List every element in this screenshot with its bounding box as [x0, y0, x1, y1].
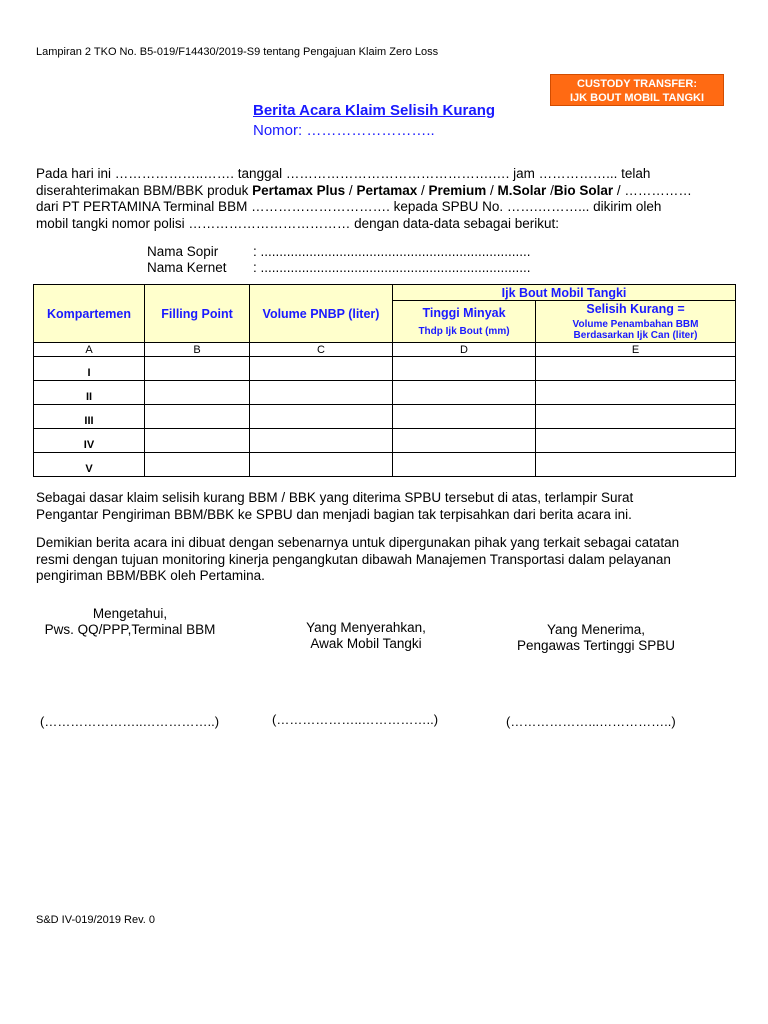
- signature-block-spbu: [496, 622, 696, 654]
- cell-filling-point[interactable]: [145, 405, 250, 429]
- column-letter: E: [536, 343, 736, 357]
- assistant-label: Nama Kernet: [147, 260, 227, 275]
- driver-value: : ........................................................................: [253, 244, 531, 259]
- product-bio-solar: Bio Solar: [553, 182, 614, 198]
- driver-row: [147, 244, 531, 259]
- signature-title: Pws. QQ/PPP,Terminal BBM: [44, 622, 216, 637]
- signature-title: Awak Mobil Tangki: [310, 636, 422, 651]
- basis-paragraph: [36, 490, 633, 523]
- signature-block-terminal: [30, 606, 230, 638]
- product-premium: Premium: [428, 182, 487, 198]
- cell-selisih[interactable]: [536, 429, 736, 453]
- column-letter: A: [34, 343, 145, 357]
- header-selisih-title: Selisih Kurang =: [586, 302, 685, 316]
- cell-filling-point[interactable]: [145, 357, 250, 381]
- signature-role: Yang Menerima,: [546, 622, 646, 637]
- cell-tinggi[interactable]: [393, 453, 536, 477]
- header-tinggi-title: Tinggi Minyak: [422, 306, 506, 320]
- basis-line-2: Pengantar Pengiriman BBM/BBK ke SPBU dan menjadi bagian tak terpisahkan dari berita acara ini.: [36, 506, 632, 522]
- table-row: [34, 429, 736, 453]
- table-row: [34, 453, 736, 477]
- compartment-number: V: [34, 453, 145, 477]
- cell-filling-point[interactable]: [145, 381, 250, 405]
- signature-role: Mengetahui,: [92, 606, 168, 621]
- document-reference: Lampiran 2 TKO No. B5-019/F14430/2019-S9 tentang Pengajuan Klaim Zero Loss: [36, 46, 439, 58]
- closing-line-2: resmi dengan tujuan monitoring kinerja pengangkutan dibawah Manajemen Transportasi dalam pelayanan: [36, 551, 671, 567]
- table-row: [34, 357, 736, 381]
- cell-volume[interactable]: [250, 405, 393, 429]
- document-number: Nomor: ……………………..: [253, 122, 435, 139]
- cell-volume[interactable]: [250, 453, 393, 477]
- cell-filling-point[interactable]: [145, 429, 250, 453]
- cell-volume[interactable]: [250, 381, 393, 405]
- header-kompartemen: Kompartemen: [34, 285, 145, 343]
- closing-line-3: pengiriman BBM/BBK oleh Pertamina.: [36, 568, 265, 583]
- column-letter: B: [145, 343, 250, 357]
- document-title: Berita Acara Klaim Selisih Kurang: [253, 102, 496, 119]
- compartment-number: I: [34, 357, 145, 381]
- table-row: [34, 405, 736, 429]
- signature-title: Pengawas Tertinggi SPBU: [516, 638, 676, 653]
- cell-tinggi[interactable]: [393, 405, 536, 429]
- intro-line-4: mobil tangki nomor polisi ……………………………… dengan data-data sebagai berikut:: [36, 215, 559, 231]
- form-code: S&D IV-019/2019 Rev. 0: [36, 914, 156, 926]
- cell-tinggi[interactable]: [393, 381, 536, 405]
- signature-line-spbu[interactable]: (………………...……………..): [506, 714, 676, 729]
- column-letter: D: [393, 343, 536, 357]
- sep: /: [417, 182, 429, 198]
- cell-volume[interactable]: [250, 357, 393, 381]
- header-filling-point: Filling Point: [145, 285, 250, 343]
- cell-selisih[interactable]: [536, 453, 736, 477]
- cell-volume[interactable]: [250, 429, 393, 453]
- compartment-number: III: [34, 405, 145, 429]
- intro-line-3: dari PT PERTAMINA Terminal BBM …………………………. kepada SPBU No. …….………... dikirim oleh: [36, 199, 662, 214]
- product-pertamax: Pertamax: [356, 182, 418, 198]
- custody-transfer-badge: [550, 74, 724, 106]
- product-msolar: M.Solar: [497, 182, 547, 198]
- intro-paragraph: [36, 166, 692, 232]
- sep: /: [546, 182, 554, 198]
- sep: /: [486, 182, 498, 198]
- compartment-number: IV: [34, 429, 145, 453]
- cell-selisih[interactable]: [536, 405, 736, 429]
- cell-tinggi[interactable]: [393, 357, 536, 381]
- header-tinggi-minyak: [393, 301, 536, 343]
- cell-selisih[interactable]: [536, 357, 736, 381]
- closing-line-1: Demikian berita acara ini dibuat dengan sebenarnya untuk dipergunakan pihak yang terkait sebagai catatan: [36, 535, 680, 550]
- product-pertamax-plus: Pertamax Plus: [252, 182, 346, 198]
- table-row: [34, 381, 736, 405]
- badge-line-1: CUSTODY TRANSFER:: [577, 78, 697, 90]
- sep: /: [345, 182, 357, 198]
- basis-line-1: Sebagai dasar klaim selisih kurang BBM / BBK yang diterima SPBU tersebut di atas, terlampir Surat: [36, 490, 634, 505]
- header-volume-pnbp: Volume PNBP (liter): [250, 285, 393, 343]
- signature-line-driver[interactable]: (………………..……………..): [272, 712, 439, 727]
- driver-label: Nama Sopir: [147, 244, 219, 259]
- intro-line-2-prefix: diserahterimakan BBM/BBK produk: [36, 182, 253, 198]
- cell-filling-point[interactable]: [145, 453, 250, 477]
- closing-paragraph: [36, 535, 679, 585]
- intro-line-2-suffix: / ……………: [613, 182, 692, 198]
- cell-tinggi[interactable]: [393, 429, 536, 453]
- column-letter-row: [34, 343, 736, 357]
- column-letter: C: [250, 343, 393, 357]
- signature-role: Yang Menyerahkan,: [306, 620, 426, 635]
- assistant-row: [147, 260, 531, 275]
- header-selisih-sub-1: Volume Penambahan BBM: [572, 319, 699, 330]
- header-ijk-bout-group: Ijk Bout Mobil Tangki: [393, 285, 736, 301]
- intro-line-1: Pada hari ini ………………..……. tanggal ……………………………………….…. jam ……………... telah: [36, 166, 651, 181]
- header-selisih-kurang: [536, 301, 736, 343]
- compartment-table: [33, 284, 736, 477]
- header-selisih-sub-2: Berdasarkan Ijk Can (liter): [573, 330, 698, 341]
- assistant-value: : ........................................................................: [253, 260, 531, 275]
- badge-line-2: IJK BOUT MOBIL TANGKI: [569, 92, 705, 104]
- compartment-number: II: [34, 381, 145, 405]
- cell-selisih[interactable]: [536, 381, 736, 405]
- intro-line-2: [36, 183, 692, 200]
- signature-line-terminal[interactable]: (…………………..……………..): [40, 714, 220, 729]
- signature-block-driver: [266, 620, 466, 652]
- header-tinggi-sub: Thdp Ijk Bout (mm): [418, 326, 510, 337]
